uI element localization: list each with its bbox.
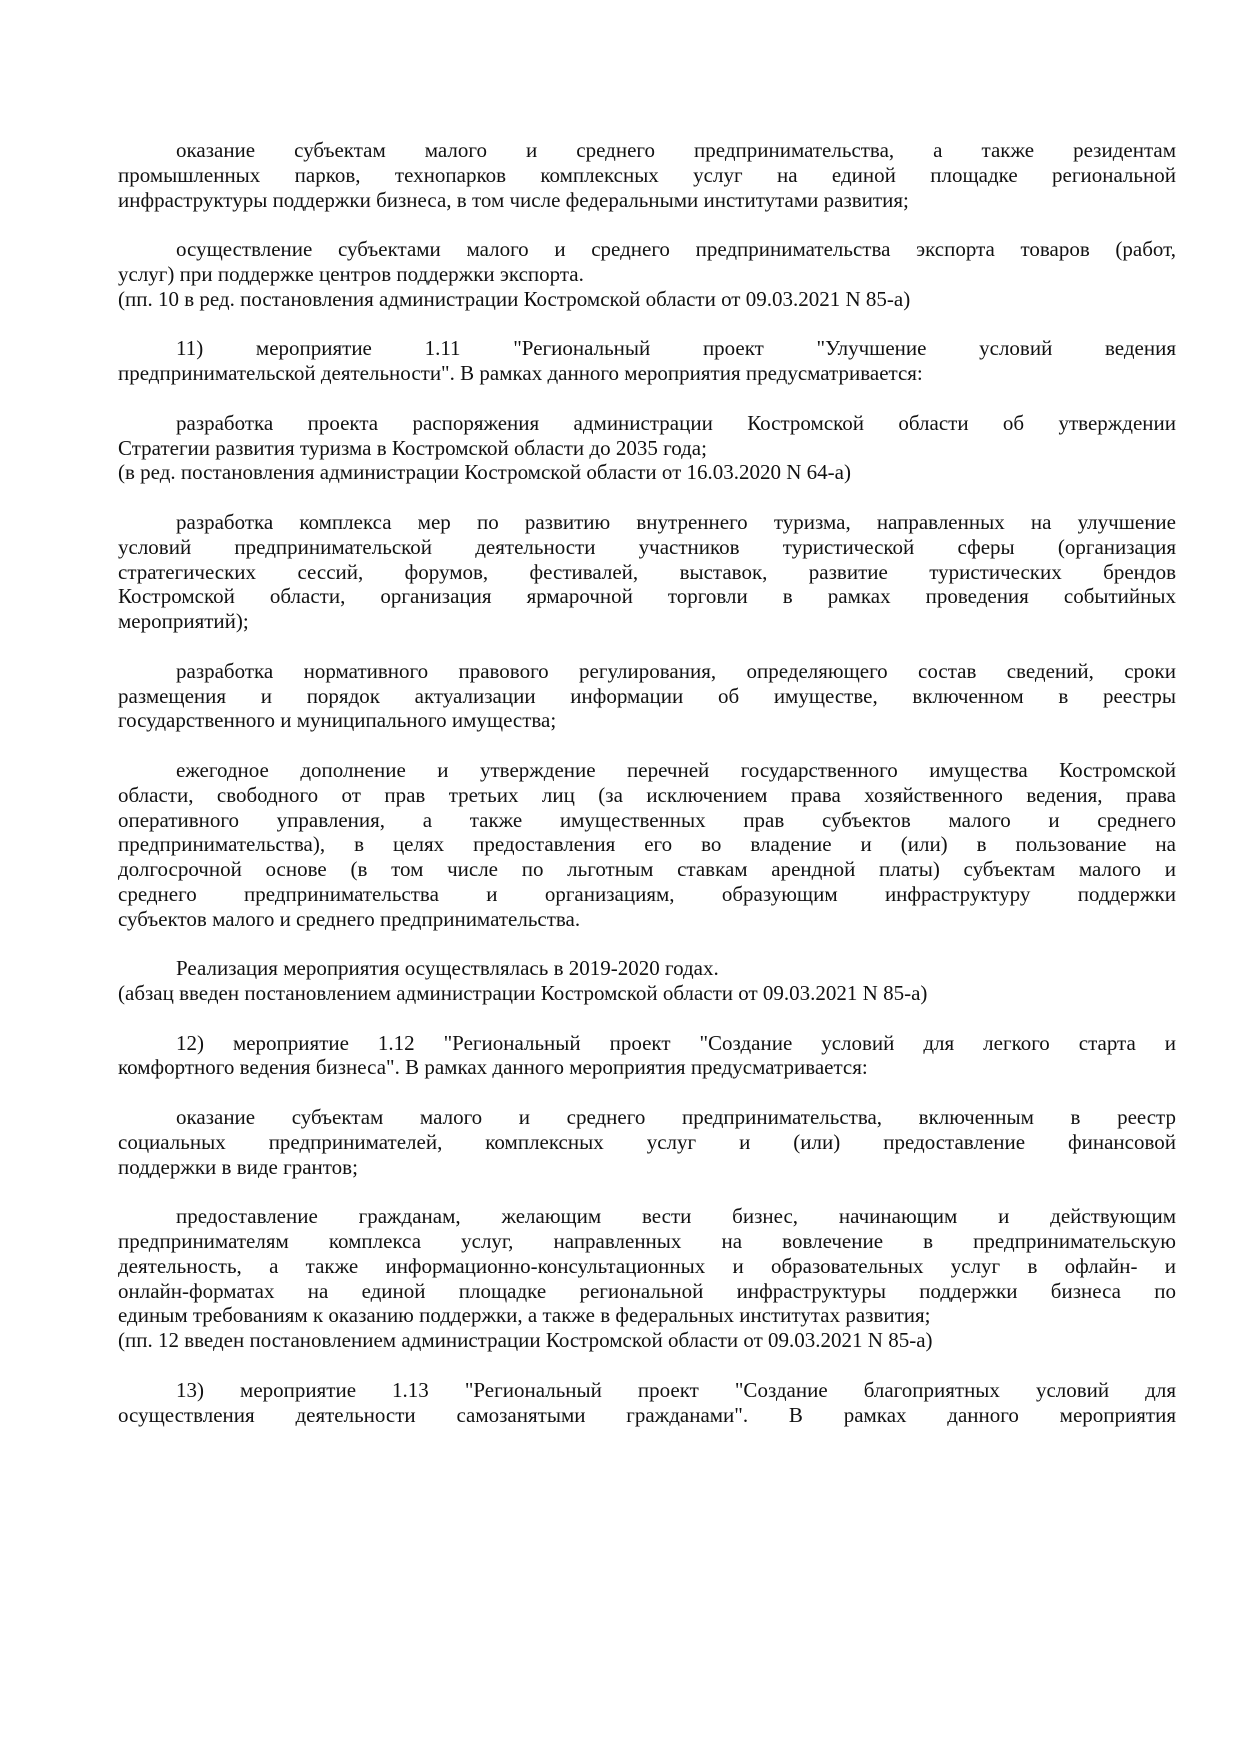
text-line: Реализация мероприятия осуществлялась в 2019-2020 годах. xyxy=(176,956,719,981)
text-line: единым требованиям к оказанию поддержки, а также в федеральных институтах развития; xyxy=(118,1303,931,1328)
text-line: предоставление гражданам, желающим вести бизнес, начинающим и действующим xyxy=(176,1204,1176,1229)
text-line: разработка комплекса мер по развитию внутреннего туризма, направленных на улучшение xyxy=(176,509,1176,534)
paragraph xyxy=(118,956,1176,1006)
text-line: оказание субъектам малого и среднего предпринимательства, включенным в реестр xyxy=(176,1105,1176,1130)
text-line: области, свободного от прав третьих лиц (за исключением права хозяйственного ведения, права xyxy=(118,782,1176,807)
text-line: деятельность, а также информационно-консультационных и образовательных услуг в офлайн- и xyxy=(118,1253,1176,1278)
text-line: разработка проекта распоряжения администрации Костромской области об утверждении xyxy=(176,410,1176,435)
text-line: инфраструктуры поддержки бизнеса, в том числе федеральными институтами развития; xyxy=(118,187,909,212)
text-line: 13) мероприятие 1.13 "Региональный проект "Создание благоприятных условий для xyxy=(176,1377,1176,1402)
text-line: предпринимательской деятельности". В рамках данного мероприятия предусматривается: xyxy=(118,361,923,386)
paragraph xyxy=(118,237,1176,311)
paragraph xyxy=(118,1031,1176,1081)
paragraph xyxy=(118,1378,1176,1428)
text-line: онлайн-форматах на единой площадке региональной инфраструктуры поддержки бизнеса по xyxy=(118,1278,1176,1303)
text-line: предпринимательства), в целях предоставления его во владение и (или) в пользование на xyxy=(118,832,1176,857)
text-line: условий предпринимательской деятельности участников туристической сферы (организация xyxy=(118,534,1176,559)
text-line: социальных предпринимателей, комплексных услуг и (или) предоставление финансовой xyxy=(118,1129,1176,1154)
text-line: (пп. 12 введен постановлением администрации Костромской области от 09.03.2021 N 85-а) xyxy=(118,1328,933,1353)
paragraph xyxy=(118,411,1176,485)
text-line: осуществления деятельности самозанятыми гражданами". В рамках данного мероприятия xyxy=(118,1402,1176,1427)
text-line: мероприятий); xyxy=(118,609,249,634)
text-line: (абзац введен постановлением администрации Костромской области от 09.03.2021 N 85-а) xyxy=(118,981,928,1006)
text-line: стратегических сессий, форумов, фестивалей, выставок, развитие туристических брендов xyxy=(118,559,1176,584)
text-line: разработка нормативного правового регулирования, определяющего состав сведений, сроки xyxy=(176,658,1176,683)
paragraph xyxy=(118,138,1176,212)
text-line: размещения и порядок актуализации информации об имуществе, включенном в реестры xyxy=(118,683,1176,708)
paragraph xyxy=(118,510,1176,634)
text-line: ежегодное дополнение и утверждение перечней государственного имущества Костромской xyxy=(176,757,1176,782)
text-line: промышленных парков, технопарков комплексных услуг на единой площадке региональной xyxy=(118,162,1176,187)
paragraph xyxy=(118,659,1176,733)
text-line: государственного и муниципального имущества; xyxy=(118,708,557,733)
text-line: комфортного ведения бизнеса". В рамках данного мероприятия предусматривается: xyxy=(118,1055,868,1080)
text-line: среднего предпринимательства и организациям, образующим инфраструктуру поддержки xyxy=(118,881,1176,906)
text-line: 12) мероприятие 1.12 "Региональный проект "Создание условий для легкого старта и xyxy=(176,1030,1176,1055)
text-line: оказание субъектам малого и среднего предпринимательства, а также резидентам xyxy=(176,138,1176,162)
text-line: осуществление субъектами малого и среднего предпринимательства экспорта товаров (работ, xyxy=(176,237,1176,262)
paragraph xyxy=(118,336,1176,386)
text-line: долгосрочной основе (в том числе по льготным ставкам арендной платы) субъектам малого и xyxy=(118,857,1176,882)
text-line: предпринимателям комплекса услуг, направленных на вовлечение в предпринимательскую xyxy=(118,1229,1176,1254)
paragraph xyxy=(118,1204,1176,1353)
paragraph xyxy=(118,758,1176,932)
text-line: услуг) при поддержке центров поддержки экспорта. xyxy=(118,261,584,286)
text-line: (пп. 10 в ред. постановления администрации Костромской области от 09.03.2021 N 85-а) xyxy=(118,286,911,311)
document-body xyxy=(118,138,1176,1452)
text-line: (в ред. постановления администрации Костромской области от 16.03.2020 N 64-а) xyxy=(118,460,851,485)
text-line: субъектов малого и среднего предпринимательства. xyxy=(118,906,581,931)
text-line: поддержки в виде грантов; xyxy=(118,1154,358,1179)
text-line: 11) мероприятие 1.11 "Региональный проект "Улучшение условий ведения xyxy=(176,336,1176,361)
text-line: Стратегии развития туризма в Костромской области до 2035 года; xyxy=(118,435,707,460)
paragraph xyxy=(118,1105,1176,1179)
text-line: оперативного управления, а также имущественных прав субъектов малого и среднего xyxy=(118,807,1176,832)
text-line: Костромской области, организация ярмарочной торговли в рамках проведения событийных xyxy=(118,584,1176,609)
